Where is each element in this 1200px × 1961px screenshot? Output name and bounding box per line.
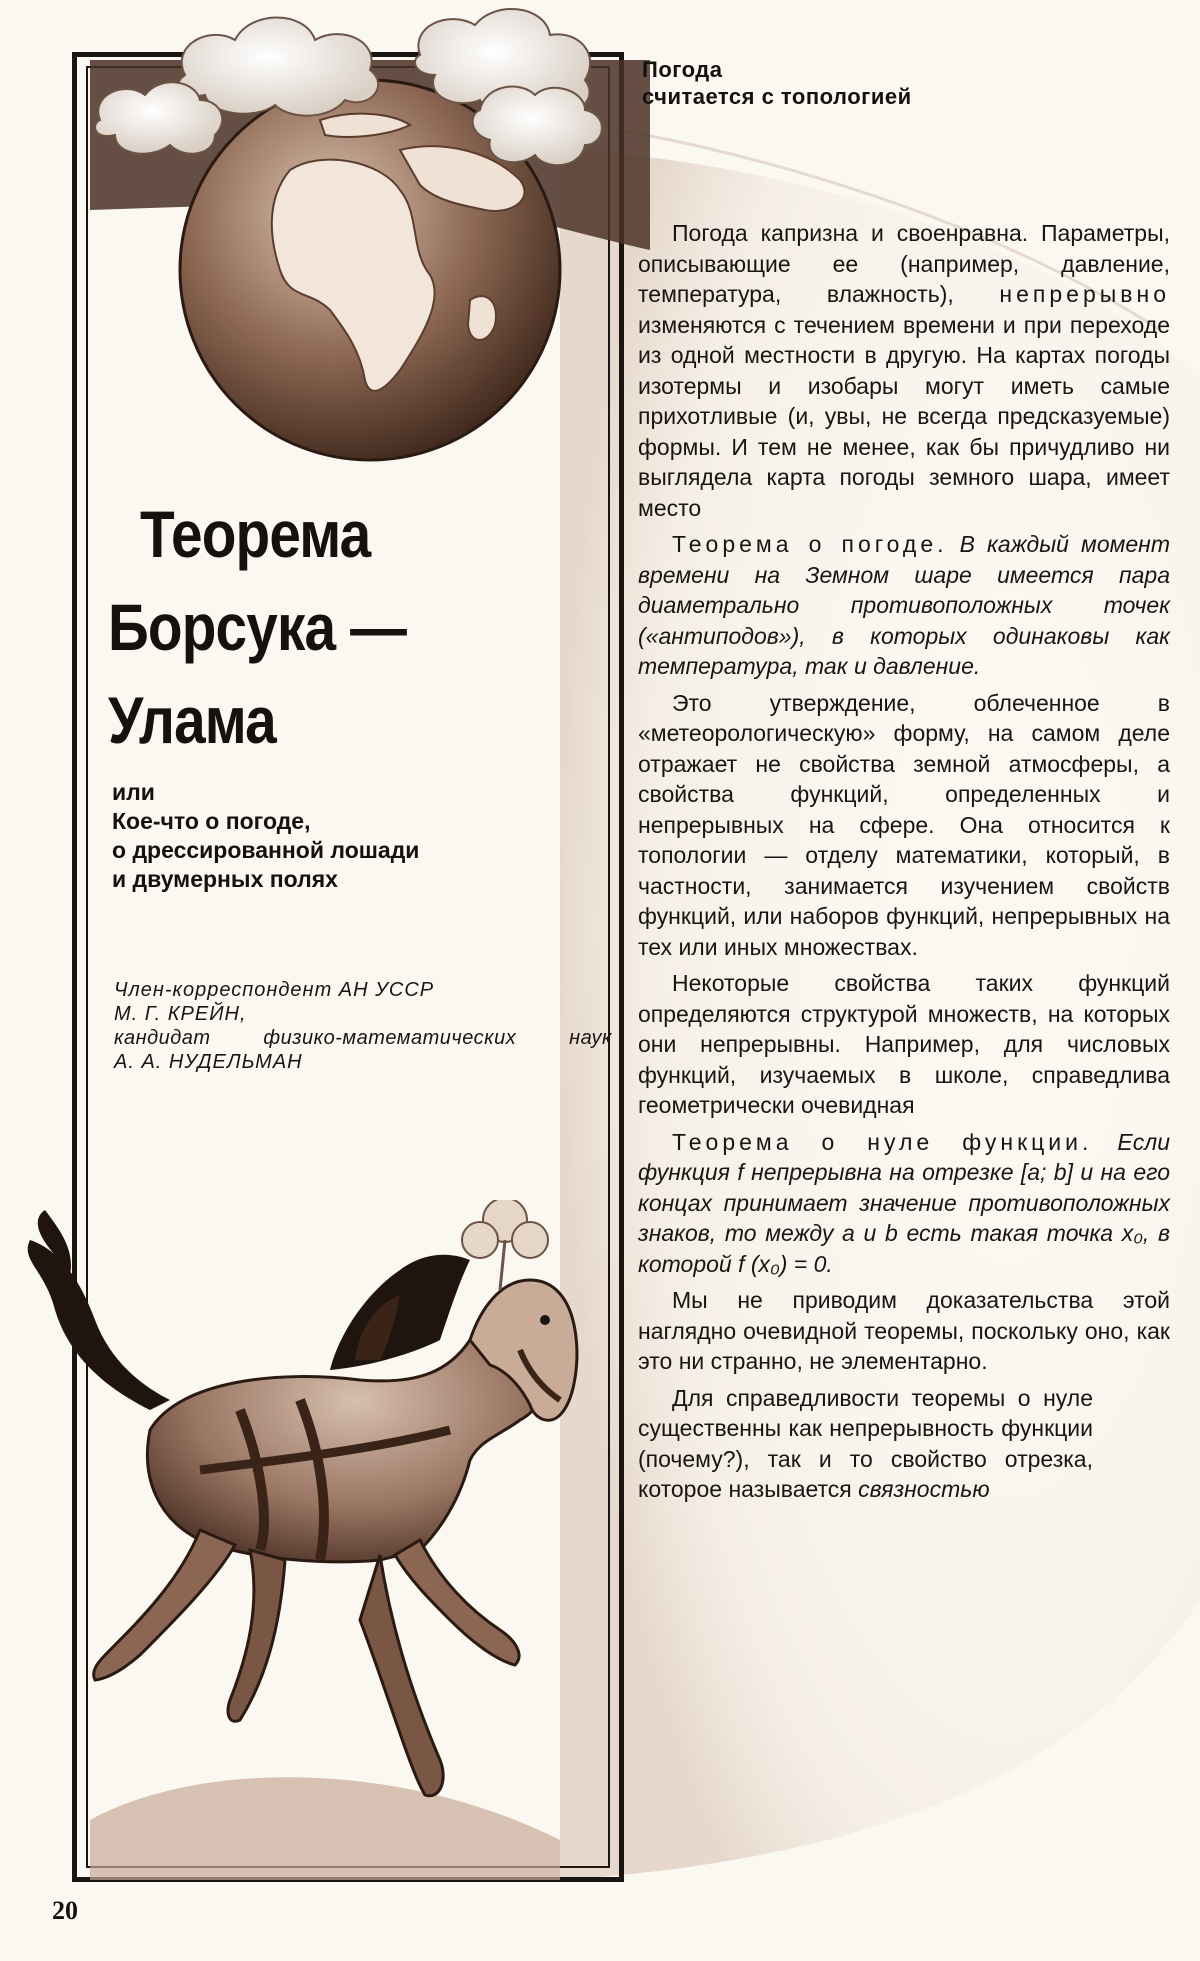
author-line: М. Г. КРЕЙН, — [114, 1003, 247, 1025]
article-title-line: Улама — [108, 683, 276, 757]
author-line: Член-корреспондент АН УССР — [114, 979, 435, 1001]
body-paragraph: Это утверждение, облеченное в «метеорологическую» форму, на самом деле отражает не свойства земной атмосферы, а свойства функций, определенных и непрерывных на сфере. Она относится к топологии — отделу математики, который, в частности, занимается изучением свойств функций, или наборов функций, непрерывных на тех или иных множествах. — [638, 689, 1170, 960]
theorem-statement: Если функция f непрерывна на отрезке [a; b] и на его концах принимает значение противоположных знаков, то между a и b есть такая точка x₀, в которой f (x₀) = 0. — [638, 1128, 1170, 1277]
globe-with-clouds-illustration — [90, 0, 650, 470]
article-title-line: Теорема — [140, 497, 371, 571]
emphasized-word: непрерывно — [999, 281, 1170, 307]
galloping-horse-illustration — [0, 1200, 620, 1890]
author-degree-word: кандидат — [114, 1027, 211, 1049]
body-paragraph: Некоторые свойства таких функций определяются структурой множеств, на которых они непрерывны. Например, для числовых функций, изучаемых в школе, справедлива геометрически очевидная — [638, 970, 1170, 1118]
body-text: Для справедливости теоремы о нуле существенны как непрерывность функции (почему?), так и то свойство отрезка, которое называется — [638, 1384, 1093, 1502]
page-number: 20 — [52, 1896, 78, 1925]
author-line — [114, 1026, 612, 1050]
theorem-paragraph — [638, 1127, 1170, 1280]
subtitle-line: о дрессированной лошади — [112, 837, 420, 863]
author-degree-word: наук — [569, 1027, 612, 1049]
author-line: А. А. НУДЕЛЬМАН — [114, 1051, 303, 1073]
author-degree-word: физико-математических — [263, 1027, 517, 1049]
article-title — [108, 488, 528, 767]
theorem-name: Теорема о нуле функции. — [672, 1128, 1093, 1155]
body-text: изменяются с течением времени и при переходе из одной местности в другую. На картах погоды изотермы и изобары могут иметь самые прихотливые (и, увы, не всегда предсказуемые) формы. И тем не менее, как бы причудливо ни выглядела карта погоды земного шара, имеет место — [638, 311, 1170, 521]
article-authors — [114, 978, 612, 1074]
article-body — [638, 218, 1170, 1511]
section-heading — [642, 56, 1142, 110]
body-paragraph: Мы не приводим доказательства этой наглядно очевидной теоремы, поскольку оно, как это ни странно, не элементарно. — [638, 1287, 1170, 1374]
theorem-name: Теорема о погоде. — [672, 531, 948, 557]
theorem-paragraph — [638, 529, 1170, 682]
term-emphasis: связностью — [858, 1476, 990, 1502]
section-heading-line: считается с топологией — [642, 84, 912, 109]
body-text: Погода капризна и своенравна. Параметры, описывающие ее (например, давление, температура, влажность), — [638, 220, 1170, 307]
subtitle-line: или — [112, 779, 155, 805]
subtitle-line: и двумерных полях — [112, 866, 338, 892]
theorem-statement: В каждый момент времени на Земном шаре имеется пара диаметрально противоположных точек («антиподов»), в которых одинаковы как температура, так и давление. — [638, 531, 1170, 679]
body-paragraph — [638, 218, 1170, 523]
article-title-line: Борсука — — [108, 590, 407, 664]
subtitle-line: Кое-что о погоде, — [112, 808, 311, 834]
section-heading-line: Погода — [642, 57, 723, 82]
article-subtitle — [112, 778, 552, 894]
body-paragraph — [638, 1383, 1093, 1505]
